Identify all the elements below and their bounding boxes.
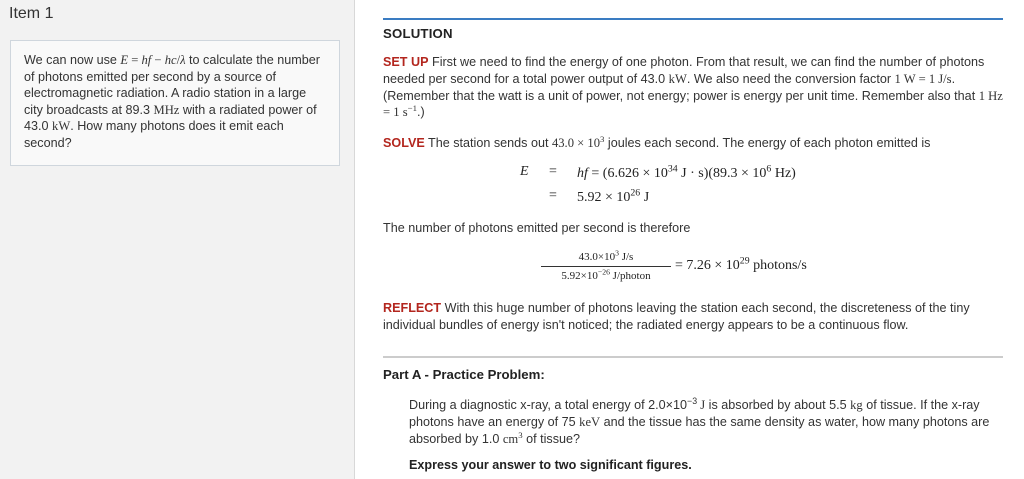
question-eq-equals: =: [128, 53, 142, 67]
question-unit-kw: kW: [52, 119, 71, 134]
result-exponent: 29: [739, 255, 750, 267]
solve-value-exponent: 3: [600, 133, 605, 144]
solve-paragraph: [383, 135, 1003, 152]
equation-line-1-exponent-2: 6: [766, 163, 772, 175]
equation-line-2-exponent: 26: [630, 187, 641, 199]
question-eq-minus: −: [151, 53, 165, 67]
part-a-unit-kev: keV: [579, 414, 601, 429]
top-divider: [383, 18, 1003, 20]
part-a-instruction: Express your answer to two significant figures.: [409, 458, 692, 472]
setup-hz-exponent: −1: [407, 103, 417, 114]
part-a-text: and the tissue has the same density as water, how many photons are absorbed by 1.0: [409, 414, 990, 446]
item-title: Item 1: [9, 5, 54, 22]
fraction-denominator-part: J/photon: [609, 270, 651, 282]
part-a-text: During a diagnostic x-ray, a total energy of 2.0×10: [409, 398, 688, 412]
part-a-title: Part A - Practice Problem:: [383, 367, 545, 382]
part-a-unit-j: J: [697, 398, 706, 412]
fraction-denominator-exponent: −26: [597, 267, 610, 277]
question-unit-mhz: MHz: [153, 102, 180, 117]
question-box: [10, 40, 340, 166]
setup-text: First we need to find the energy of one photon. From that result, we can find the number of photons needed per second for a total power output of 43.0: [383, 55, 985, 86]
question-eq-slash: /: [176, 53, 181, 67]
question-text: to calculate the number of photons emitted per second by a source of electromagnetic radiation. A radio station in a large city broadcasts at 89.3: [24, 53, 320, 117]
equation-line-2: [577, 188, 649, 206]
part-a-cm-exponent: 3: [518, 429, 523, 440]
part-a-text: of tissue. If the x-ray photons have an energy of 75: [409, 398, 980, 429]
question-eq-hf: hf: [141, 53, 152, 67]
part-a-unit-cm: cm: [502, 431, 519, 446]
setup-text: .): [417, 105, 425, 120]
reflect-paragraph: [383, 300, 1003, 334]
solve-text: The station sends out: [424, 136, 552, 150]
question-text: . How many photons does it emit each second?: [24, 119, 284, 150]
setup-hz-relation: 1 Hz = 1 s: [383, 88, 1003, 120]
part-a-problem: [409, 397, 999, 447]
result-part: photons/s: [749, 258, 807, 273]
fraction-numerator-part: J/s: [618, 251, 634, 263]
equation-line-1: [577, 164, 796, 182]
photon-rate-fraction: [541, 250, 671, 283]
fraction-denominator-part: 5.92×10: [561, 270, 598, 282]
equation-line-2-part: 5.92 × 10: [577, 190, 631, 205]
question-eq-e: E: [120, 53, 129, 67]
fraction-numerator-exponent: 3: [615, 248, 619, 258]
part-a-exponent: −3: [687, 395, 698, 406]
part-a-text: is absorbed by about 5.5: [705, 398, 851, 412]
photon-count-intro: The number of photons emitted per second is therefore: [383, 221, 691, 235]
setup-paragraph: [383, 54, 1003, 121]
equation-line-1-part: = (6.626 × 10: [587, 166, 668, 181]
photon-rate-result: [675, 255, 807, 274]
fraction-denominator: [541, 269, 671, 283]
question-text: We can now use: [24, 53, 121, 67]
question-text: with a radiated power of 43.0: [24, 102, 317, 134]
setup-conversion-factor: 1 W = 1 J/s: [894, 71, 952, 86]
part-a-unit-kg: kg: [850, 398, 863, 412]
equation-hf: hf: [577, 166, 588, 181]
left-panel: [0, 0, 355, 479]
setup-text: . (Remember that the watt is a unit of power, not energy; power is energy per unit time. Remember also that: [383, 71, 979, 103]
solve-label: SOLVE: [383, 136, 425, 150]
solve-text: joules each second. The energy of each photon emitted is: [604, 136, 931, 150]
equation-lhs: E: [520, 164, 529, 179]
question-eq-hc: hc: [164, 53, 177, 67]
result-part: = 7.26 × 10: [675, 258, 740, 273]
section-divider: [383, 356, 1003, 358]
equation-line-2-part: J: [640, 190, 650, 205]
solution-title: SOLUTION: [383, 26, 453, 41]
question-eq-lambda: λ: [180, 53, 186, 67]
equation-line-1-exponent: 34: [667, 163, 678, 175]
equation-line-1-part: Hz): [771, 166, 796, 181]
equation-line-1-part: J · s)(89.3 × 10: [677, 166, 767, 181]
reflect-label: REFLECT: [383, 301, 442, 315]
part-a-text: of tissue?: [522, 431, 581, 446]
solve-value: 43.0 × 10: [551, 136, 600, 150]
setup-unit-kw: kW: [668, 71, 687, 86]
fraction-numerator-part: 43.0×10: [578, 251, 616, 263]
reflect-text: With this huge number of photons leaving the station each second, the discreteness of the tiny individual bundles of energy isn't noticed; the radiated energy appears to be a continuous flow.: [383, 301, 970, 332]
fraction-numerator: [541, 250, 671, 264]
setup-text: . We also need the conversion factor: [686, 71, 895, 86]
equation-equals-2: =: [549, 188, 557, 203]
equation-equals-1: =: [549, 164, 557, 179]
setup-label: SET UP: [383, 55, 429, 69]
